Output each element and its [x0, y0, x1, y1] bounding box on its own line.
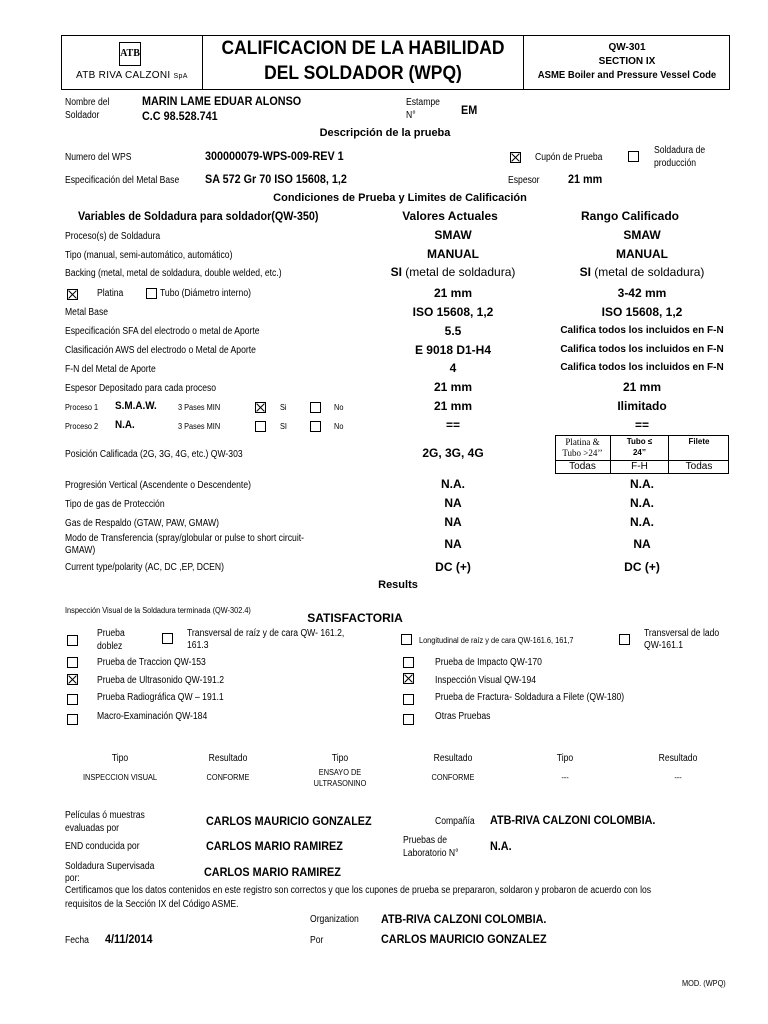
condition-label: Proceso(s) de Soldadura	[65, 231, 161, 242]
other-tests-label: Otras Pruebas	[435, 711, 491, 722]
films-evaluated-by: CARLOS MAURICIO GONZALEZ	[206, 814, 372, 828]
condition-label: Tipo (manual, semi-automático, automático)	[65, 250, 233, 261]
ultrasonic-test-label: Prueba de Ultrasonido QW-191.2	[97, 675, 225, 686]
current-actual: DC (+)	[435, 560, 471, 574]
condition-actual: 4	[449, 361, 457, 375]
col-actual-header: Valores Actuales	[402, 209, 498, 223]
condition-actual: NA	[444, 515, 462, 529]
condition-actual: N.A.	[441, 477, 465, 491]
position-table-h3: Filete	[688, 437, 710, 446]
condition-range: Califica todos los incluidos en F-N	[560, 325, 724, 336]
proceso1-no-checkbox[interactable]	[310, 402, 321, 413]
proceso1-si-checkbox[interactable]	[255, 402, 266, 413]
certification-line-1: Certificamos que los datos contenidos en este registro son correctos y que los cupones de prueba se prepararon, soldaron y probaron de acuerdo con los	[65, 885, 652, 896]
certification-line-2: requisitos de la Sección IX del Código ASME.	[65, 899, 239, 910]
condition-range: N.A.	[630, 496, 654, 510]
condition-range: N.A.	[630, 477, 654, 491]
date-value: 4/11/2014	[105, 932, 153, 946]
results-table-header: Tipo	[556, 753, 574, 764]
proceso1-passes: 3 Pases MIN	[178, 403, 221, 412]
supervised-label-2: por:	[65, 873, 80, 884]
lab-label-1: Pruebas de	[403, 835, 447, 846]
backing-actual-bold: SI	[390, 265, 402, 279]
proceso2-no-label: No	[334, 422, 344, 431]
conditions-heading: Condiciones de Prueba y Limites de Calificación	[273, 192, 527, 204]
transverse-side-checkbox[interactable]	[619, 634, 630, 645]
longitudinal-checkbox[interactable]	[401, 634, 412, 645]
header-divider-1	[202, 35, 203, 90]
condition-range: 21 mm	[622, 380, 662, 394]
proceso2-actual: ==	[445, 418, 460, 432]
base-spec-label: Especificación del Metal Base	[65, 175, 180, 186]
visual-test-checkbox[interactable]	[403, 673, 414, 684]
results-table-cell: INSPECCION VISUAL	[82, 773, 158, 782]
supervised-by: CARLOS MARIO RAMIREZ	[204, 865, 341, 879]
condition-actual: ISO 15608, 1,2	[412, 305, 494, 319]
production-checkbox[interactable]	[628, 151, 639, 162]
tubo-checkbox[interactable]	[146, 288, 157, 299]
backing-range-bold: SI	[579, 265, 591, 279]
radiographic-test-label: Prueba Radiográfica QW – 191.1	[97, 692, 224, 703]
macro-test-checkbox[interactable]	[67, 714, 78, 725]
form-title-line1: CALIFICACION DE LA HABILIDAD	[221, 38, 505, 59]
results-table-header: Resultado	[658, 753, 698, 764]
stamp-label-2: N°	[406, 110, 416, 121]
films-label-1: Películas ó muestras	[65, 810, 145, 821]
results-table-header: Tipo	[111, 753, 129, 764]
results-table-cell: ENSAYO DE	[318, 768, 362, 777]
longitudinal-label: Longitudinal de raíz y de cara QW-161.6, 161,7	[419, 636, 574, 645]
condition-label: Especificación SFA del electrodo o metal de Aporte	[65, 326, 260, 337]
tubo-label: Tubo (Diámetro interno)	[160, 288, 251, 299]
condition-actual: E 9018 D1-H4	[414, 343, 492, 357]
por-value: CARLOS MAURICIO GONZALEZ	[381, 932, 547, 946]
transfer-label-2: GMAW)	[65, 545, 96, 556]
visual-inspection-result: SATISFACTORIA	[307, 611, 403, 625]
production-label-2: producción	[654, 158, 697, 169]
backing-range-rest: (metal de soldadura)	[590, 265, 705, 279]
test-description-heading: Descripción de la prueba	[319, 127, 451, 139]
platina-checkbox[interactable]	[67, 289, 78, 300]
condition-label: Tipo de gas de Protección	[65, 499, 165, 510]
transverse-side-label-1: Transversal de lado	[644, 628, 720, 639]
end-label: END conducida por	[65, 841, 140, 852]
results-table-cell: ---	[674, 773, 682, 782]
proceso1-value: S.M.A.W.	[115, 400, 157, 412]
radiographic-test-checkbox[interactable]	[67, 694, 78, 705]
organization-label: Organization	[310, 914, 359, 925]
results-table-header: Resultado	[208, 753, 248, 764]
results-table-header: Resultado	[433, 753, 473, 764]
coupon-checkbox[interactable]	[510, 152, 521, 163]
form-code: MOD. (WPQ)	[682, 979, 726, 988]
organization-value: ATB-RIVA CALZONI COLOMBIA.	[381, 912, 547, 926]
condition-label: Gas de Respaldo (GTAW, PAW, GMAW)	[65, 518, 220, 529]
thickness-label: Espesor	[508, 175, 540, 186]
position-table-v3: Todas	[685, 461, 713, 472]
company-logo: ATB	[119, 42, 141, 66]
bend-test-checkbox[interactable]	[67, 635, 78, 646]
transverse-root-face-label-1: Transversal de raíz y de cara QW- 161.2,	[187, 628, 345, 639]
films-label-2: evaluadas por	[65, 823, 120, 834]
condition-label: F-N del Metal de Aporte	[65, 364, 156, 375]
condition-label: Progresión Vertical (Ascendente o Descendente)	[65, 480, 251, 491]
position-actual: 2G, 3G, 4G	[422, 446, 484, 460]
transfer-actual: NA	[444, 537, 462, 551]
transfer-range: NA	[633, 537, 651, 551]
company-value: ATB-RIVA CALZONI COLOMBIA.	[490, 813, 656, 827]
proceso2-range: ==	[634, 418, 649, 432]
company-name-text: ATB RIVA CALZONI	[76, 70, 171, 81]
condition-range: ISO 15608, 1,2	[601, 305, 683, 319]
proceso2-value: N.A.	[115, 419, 135, 431]
lab-value: N.A.	[490, 839, 512, 853]
date-label: Fecha	[65, 935, 89, 946]
visual-test-label: Inspección Visual QW-194	[435, 675, 537, 686]
code-section: SECTION IX	[598, 56, 656, 67]
company-name	[76, 70, 188, 82]
condition-range: Califica todos los incluidos en F-N	[560, 362, 724, 373]
visual-inspection-label: Inspección Visual de la Soldadura terminada (QW-302.4)	[65, 606, 251, 615]
current-label: Current type/polarity (AC, DC ,EP, DCEN)	[65, 562, 224, 573]
proceso1-label: Proceso 1	[65, 403, 99, 412]
ultrasonic-test-checkbox[interactable]	[67, 674, 78, 685]
proceso2-label: Proceso 2	[65, 422, 99, 431]
thickness-value: 21 mm	[568, 172, 603, 186]
condition-range: N.A.	[630, 515, 654, 529]
company-label: Compañía	[435, 816, 475, 827]
coupon-label: Cupón de Prueba	[535, 152, 603, 163]
position-label: Posición Calificada (2G, 3G, 4G, etc.) QW-303	[65, 449, 243, 460]
condition-label: Backing (metal, metal de soldadura, double welded, etc.)	[65, 268, 282, 279]
other-tests-checkbox[interactable]	[403, 714, 414, 725]
backing-range	[562, 266, 722, 280]
condition-label: Espesor Depositado para cada proceso	[65, 383, 217, 394]
supervised-label-1: Soldadura Supervisada	[65, 861, 155, 872]
proceso2-passes: 3 Pases MIN	[178, 422, 221, 431]
platina-label: Platina	[97, 288, 124, 299]
position-table-h1-line2: Tubo >24’’	[562, 448, 603, 458]
condition-actual: 5.5	[444, 324, 462, 338]
transfer-label-1: Modo de Transferencia (spray/globular or pulse to short circuit-	[65, 533, 304, 544]
end-conducted-by: CARLOS MARIO RAMIREZ	[206, 839, 343, 853]
lab-label-2: Laboratorio N°	[403, 848, 459, 859]
results-table-cell: ULTRASONINO	[313, 779, 367, 788]
position-table-v2: F-H	[631, 461, 648, 472]
bend-test-label-1: Prueba	[97, 628, 125, 639]
position-table-h2-line1: Tubo ≤	[626, 437, 653, 446]
results-table-cell: ---	[561, 773, 569, 782]
condition-range: Califica todos los incluidos en F-N	[560, 344, 724, 355]
transverse-root-face-checkbox[interactable]	[162, 633, 173, 644]
form-title-line2: DEL SOLDADOR (WPQ)	[264, 63, 462, 84]
proceso2-si-label: SI	[280, 422, 287, 431]
condition-actual: 21 mm	[433, 286, 473, 300]
backing-actual-rest: (metal de soldadura)	[401, 265, 516, 279]
impact-test-checkbox[interactable]	[403, 657, 414, 668]
results-heading: Results	[378, 579, 418, 591]
proceso1-no-label: No	[334, 403, 344, 412]
results-table-cell: CONFORME	[206, 773, 250, 782]
condition-range: 3-42 mm	[617, 286, 667, 300]
condition-range: SMAW	[623, 228, 661, 242]
condition-range: MANUAL	[616, 247, 668, 261]
backing-actual	[373, 266, 533, 280]
por-label: Por	[310, 935, 324, 946]
code-name: ASME Boiler and Pressure Vessel Code	[537, 70, 717, 81]
stamp-label-1: Estampe	[406, 97, 440, 108]
condition-actual: MANUAL	[427, 247, 479, 261]
welder-name-label-1: Nombre del	[65, 97, 110, 108]
tension-test-checkbox[interactable]	[67, 657, 78, 668]
proceso2-no-checkbox[interactable]	[310, 421, 321, 432]
base-spec: SA 572 Gr 70 ISO 15608, 1,2	[205, 172, 347, 186]
col-variables-header: Variables de Soldadura para soldador(QW-350)	[78, 209, 319, 223]
wps-label: Numero del WPS	[65, 152, 132, 163]
current-range: DC (+)	[624, 560, 660, 574]
proceso1-range: Ilimitado	[617, 399, 667, 413]
position-table-h2-line2: 24’’	[632, 448, 647, 457]
condition-actual: NA	[444, 496, 462, 510]
wps-number: 300000079-WPS-009-REV 1	[205, 149, 344, 163]
proceso1-si-label: Si	[280, 403, 287, 412]
fracture-test-checkbox[interactable]	[403, 694, 414, 705]
condition-label: Metal Base	[65, 307, 109, 318]
macro-test-label: Macro-Examinación QW-184	[97, 711, 208, 722]
tension-test-label: Prueba de Traccion QW-153	[97, 657, 206, 668]
position-table-v1: Todas	[569, 461, 596, 472]
transverse-side-label-2: QW-161.1	[644, 640, 684, 651]
position-table-h1-line1: Platina &	[565, 437, 600, 447]
condition-actual: SMAW	[434, 228, 472, 242]
condition-actual: 21 mm	[433, 380, 473, 394]
condition-label: Clasificación AWS del electrodo o Metal de Aporte	[65, 345, 256, 356]
transverse-root-face-label-2: 161.3	[187, 640, 209, 651]
impact-test-label: Prueba de Impacto QW-170	[435, 657, 542, 668]
code-number: QW-301	[608, 42, 646, 53]
col-range-header: Rango Calificado	[580, 209, 679, 223]
results-table-header: Tipo	[331, 753, 349, 764]
bend-test-label-2: doblez	[97, 641, 123, 652]
company-suffix: SpA	[173, 73, 188, 80]
welder-name: MARIN LAME EDUAR ALONSO	[142, 94, 302, 108]
proceso1-actual: 21 mm	[433, 399, 473, 413]
proceso2-si-checkbox[interactable]	[255, 421, 266, 432]
results-table-cell: CONFORME	[431, 773, 475, 782]
fracture-test-label: Prueba de Fractura- Soldadura a Filete (QW-180)	[435, 692, 625, 703]
welder-id: C.C 98.528.741	[142, 109, 218, 123]
welder-stamp: EM	[461, 103, 478, 117]
production-label-1: Soldadura de	[654, 145, 706, 156]
welder-name-label-2: Soldador	[65, 110, 100, 121]
